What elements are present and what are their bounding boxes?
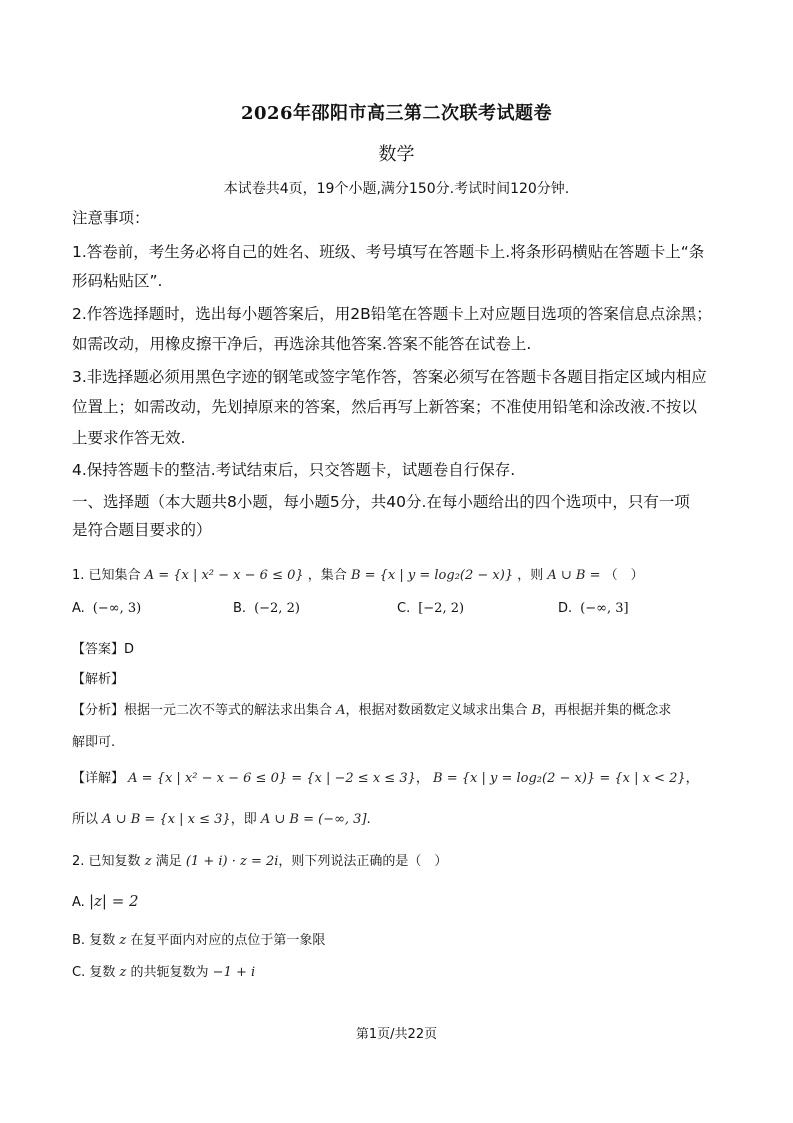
q1-option-d [558,601,629,616]
q2-option-b [72,929,325,948]
option-value: [−2, 2) [418,601,465,616]
conclusion-union: A ∪ B = {x | x ≤ 3} [102,812,231,827]
q2-option-c [72,961,255,980]
q1-jiexi: 【解析】 [72,672,125,687]
conclusion-interval: A ∪ B = (−∞, 3] [260,812,367,827]
page-footer: 第1页/共22页 [355,1027,438,1042]
analysis-set-b: B [531,703,542,718]
detail-set-a: A = {x | x² − x − 6 ≤ 0} = {x | −2 ≤ x ≤ 3} [128,771,416,786]
option-label: D. [558,601,573,616]
note-1-line-2: 形码粘贴区”. [72,272,163,290]
analysis-text-end: ，再根据并集的概念求 [541,703,672,718]
note-3-line-1: 3.非选择题必须用黑色字迹的钢笔或签字笔作答，答案必须写在答题卡各题目指定区域内相应 [72,368,707,386]
option-label: B. [233,601,247,616]
q2-equation: (1 + i) · z = 2i [185,854,279,869]
q1-suffix: ，则 [517,568,544,583]
q1-detail [72,767,699,786]
note-2-line-1: 2.作答选择题时，选出每小题答案后，用2B铅笔在答题卡上对应题目选项的答案信息点涂黑； [72,305,712,323]
option-label: A. [72,895,85,910]
option-pre: 复数 [89,933,116,948]
q1-answer: 【答案】D [72,642,135,657]
question-2-stem [72,850,447,869]
q1-conclusion [72,808,371,827]
q1-ask: A ∪ B = [547,568,601,583]
note-3-line-3: 上要求作答无效. [72,429,186,447]
q2-z: z [144,854,152,869]
option-label: B. [72,933,86,948]
q1-paren: （ ） [604,568,644,583]
option-z: z [119,933,127,948]
note-1-line-1: 1.答卷前，考生务必将自己的姓名、班级、考号填写在答题卡上.将条形码横贴在答题卡上“条 [72,243,705,261]
section-heading-line-1: 一、选择题（本大题共8小题，每小题5分，共40分.在每小题给出的四个选项中，只有一项 [72,493,690,511]
detail-label: 【详解】 [72,771,125,786]
option-post: 在复平面内对应的点位于第一象限 [130,933,326,948]
q1-option-b [233,601,300,616]
detail-sep: ， [415,771,429,786]
note-2-line-2: 如需改动，用橡皮擦干净后，再选涂其他答案.答案不能答在试卷上. [72,335,532,353]
option-value: (−∞, 3) [92,601,142,616]
option-value: −1 + i [212,965,256,980]
option-pre: 复数 [89,965,116,980]
detail-set-b: B = {x | y = log₂(2 − x)} = {x | x < 2} [433,771,686,786]
conclusion-prefix: 所以 [72,812,99,827]
question-1-stem [72,564,644,583]
q1-option-a [72,601,141,616]
q2-option-a [72,892,139,910]
analysis-text-mid: ，根据对数函数定义域求出集合 [345,703,528,718]
option-z: z [119,965,127,980]
option-post: 的共轭复数为 [130,965,209,980]
q1-option-c [397,601,464,616]
detail-end: ， [685,771,699,786]
analysis-set-a: A [336,703,346,718]
conclusion-mid: ，即 [230,812,257,827]
q1-analysis-line-2: 解即可. [72,735,116,750]
analysis-text: 【分析】根据一元二次不等式的解法求出集合 [72,703,333,718]
notes-heading: 注意事项： [72,209,150,227]
exam-info: 本试卷共4页，19个小题,满分150分.考试时间120分钟. [223,181,570,197]
option-value: (−2, 2) [254,601,300,616]
q2-suffix: ，则下列说法正确的是（ ） [278,854,448,869]
q2-mid: 满足 [155,854,182,869]
q1-set-a: A = {x | x² − x − 6 ≤ 0} [144,568,304,583]
option-value: (−∞, 3] [580,601,629,616]
q1-prefix: 1. 已知集合 [72,568,141,583]
q1-set-b: B = {x | y = log₂(2 − x)} [350,568,514,583]
option-label: A. [72,601,85,616]
note-4: 4.保持答题卡的整洁.考试结束后，只交答题卡，试题卷自行保存. [72,461,516,479]
q1-analysis-line-1 [72,699,671,718]
q2-prefix: 2. 已知复数 [72,854,141,869]
conclusion-end: . [366,812,371,827]
section-heading-line-2: 是符合题目要求的） [72,521,212,539]
option-label: C. [72,965,86,980]
note-3-line-2: 位置上；如需改动，先划掉原来的答案，然后再写上新答案；不准使用铅笔和涂改液.不按以 [72,398,697,416]
exam-title: 2026年邵阳市高三第二次联考试题卷 [240,103,553,124]
option-label: C. [397,601,411,616]
option-value: |z| = 2 [88,892,139,910]
q1-mid: ，集合 [307,568,347,583]
subject-title: 数学 [378,144,415,165]
